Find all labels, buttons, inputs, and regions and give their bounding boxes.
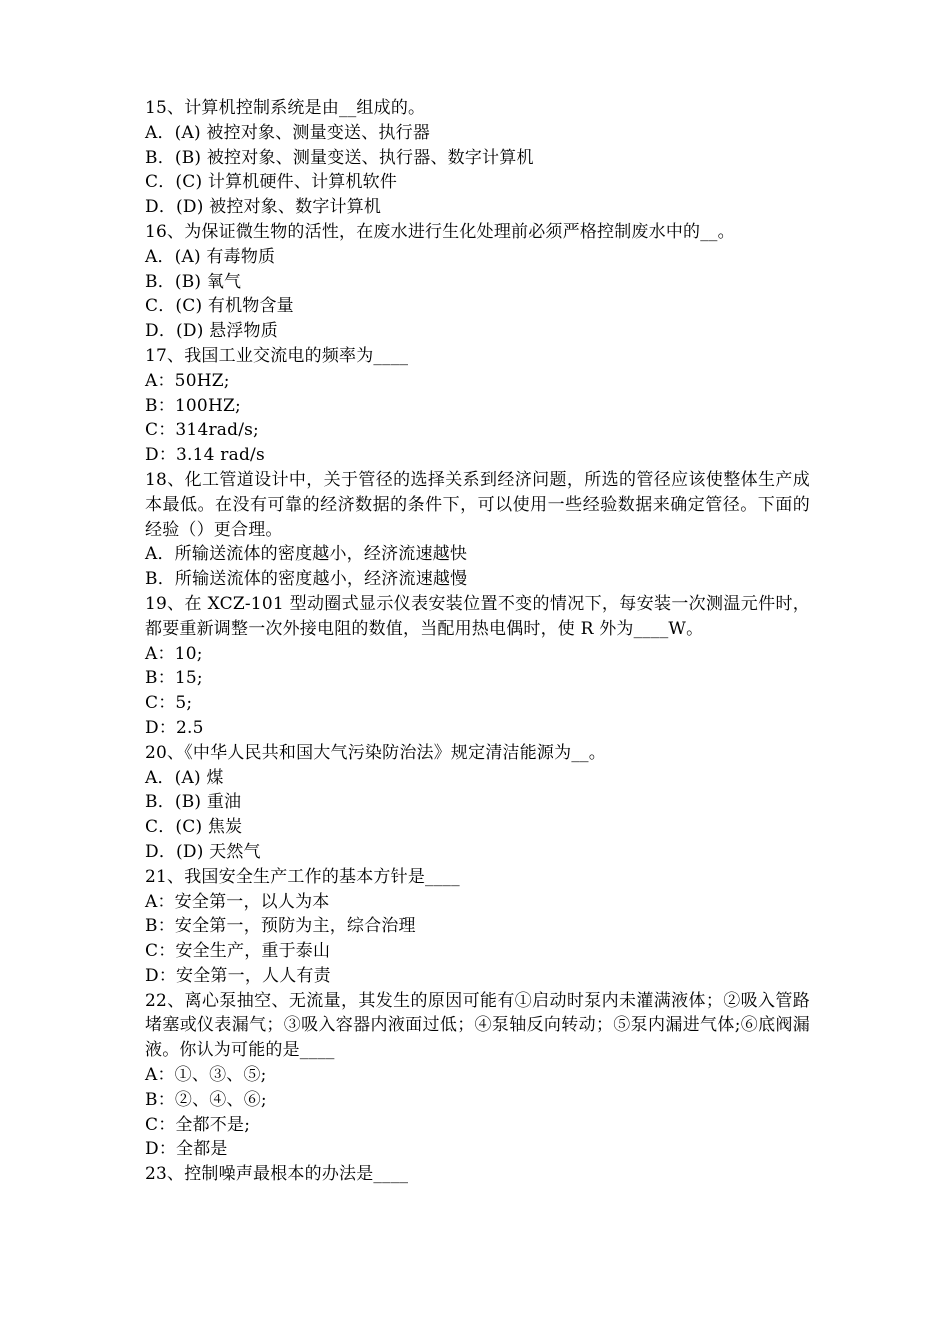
option-d: D：全都是: [145, 1139, 228, 1160]
question-15: [145, 96, 810, 220]
option-a: A：①、③、⑤;: [145, 1065, 267, 1086]
option-a: A．所输送流体的密度越小，经济流速越快: [145, 544, 468, 565]
option-c: C：安全生产，重于泰山: [145, 941, 331, 962]
option-c: C．(C) 计算机硬件、计算机软件: [145, 172, 398, 193]
question-16: [145, 220, 810, 344]
option-d: D．(D) 被控对象、数字计算机: [145, 197, 382, 218]
question-17: [145, 344, 810, 468]
option-c: C．(C) 有机物含量: [145, 296, 294, 317]
option-b: B：100HZ;: [145, 395, 241, 416]
option-a: A．(A) 有毒物质: [145, 246, 276, 267]
question-stem: 18、化工管道设计中，关于管径的选择关系到经济问题，所选的管径应该使整体生产成本最低。在没有可靠的经济数据的条件下，可以使用一些经验数据来确定管径。下面的经验（）更合理。: [145, 469, 810, 540]
option-d: D：安全第一，人人有责: [145, 965, 331, 986]
option-b: B．(B) 氧气: [145, 271, 242, 292]
exam-page: [145, 96, 810, 1187]
option-d: D：2.5: [145, 717, 204, 738]
question-stem: 16、为保证微生物的活性，在废水进行生化处理前必须严格控制废水中的__。: [145, 221, 735, 242]
question-18: [145, 468, 810, 592]
option-d: D：3.14 rad/s: [145, 445, 265, 466]
question-stem: 20、《中华人民共和国大气污染防治法》规定清洁能源为__。: [145, 742, 606, 763]
option-b: B：15;: [145, 668, 203, 689]
question-stem: 23、控制噪声最根本的办法是____: [145, 1164, 409, 1185]
question-19: [145, 592, 810, 741]
question-22: [145, 989, 810, 1163]
question-stem: 22、离心泵抽空、无流量，其发生的原因可能有①启动时泵内未灌满液体；②吸入管路堵塞或仪表漏气；③吸入容器内液面过低；④泵轴反向转动；⑤泵内漏进气体;⑥底阀漏液。你认为可能的是____: [145, 990, 810, 1061]
option-b: B：安全第一，预防为主，综合治理: [145, 916, 416, 937]
option-b: B．(B) 重油: [145, 792, 242, 813]
question-20: [145, 741, 810, 865]
option-a: A：安全第一，以人为本: [145, 891, 330, 912]
option-d: D．(D) 悬浮物质: [145, 321, 278, 342]
question-stem: 15、计算机控制系统是由__组成的。: [145, 98, 426, 118]
option-a: A：50HZ;: [145, 370, 230, 391]
question-23: [145, 1162, 810, 1187]
option-c: C：全都不是;: [145, 1114, 251, 1135]
option-c: C：5;: [145, 693, 193, 714]
question-stem: 17、我国工业交流电的频率为____: [145, 345, 409, 366]
option-c: C．(C) 焦炭: [145, 817, 243, 838]
question-21: [145, 865, 810, 989]
question-stem: 19、在 XCZ-101 型动圈式显示仪表安装位置不变的情况下，每安装一次测温元件时，都要重新调整一次外接电阻的数值，当配用热电偶时，使 R 外为____W。: [145, 593, 810, 639]
option-d: D．(D) 天然气: [145, 841, 261, 862]
option-a: A．(A) 被控对象、测量变送、执行器: [145, 122, 431, 143]
option-b: B：②、④、⑥;: [145, 1089, 267, 1110]
question-stem: 21、我国安全生产工作的基本方针是____: [145, 866, 460, 887]
option-a: A．(A) 煤: [145, 767, 224, 788]
option-a: A：10;: [145, 643, 203, 664]
option-c: C：314rad/s;: [145, 420, 259, 441]
option-b: B．所输送流体的密度越小，经济流速越慢: [145, 569, 468, 590]
option-b: B．(B) 被控对象、测量变送、执行器、数字计算机: [145, 147, 534, 168]
